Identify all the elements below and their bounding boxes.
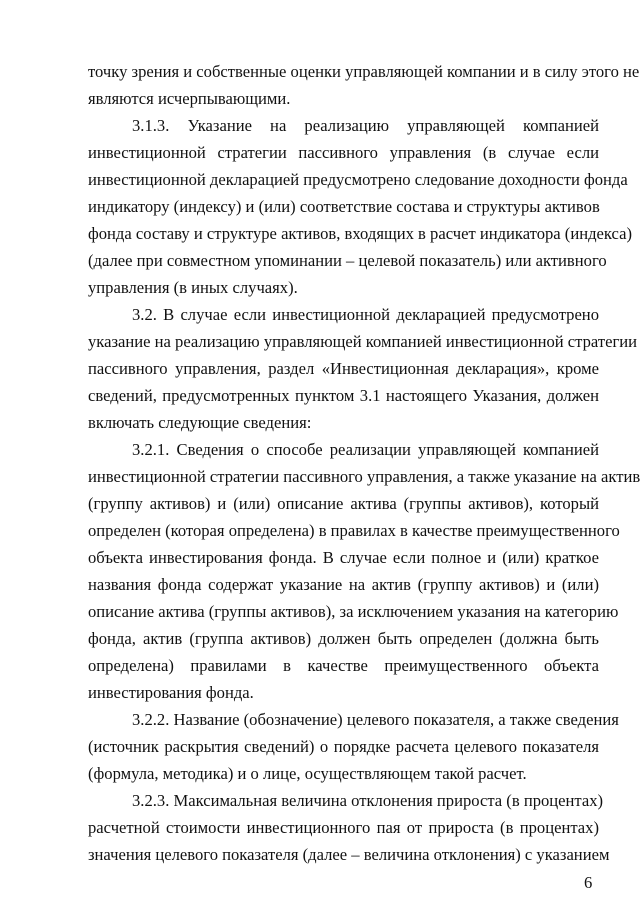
text-line: (далее при совместном упоминании – целевой показатель) или активного [88, 251, 607, 270]
text-line: определена) правилами в качестве преимущественного объекта [88, 656, 599, 675]
text-line: инвестиционной декларацией предусмотрено следование доходности фонда [88, 170, 628, 189]
text-line: инвестиционной стратегии пассивного управления, а также указание на актив [88, 467, 640, 486]
text-line: 3.2. В случае если инвестиционной декларацией предусмотрено [132, 305, 599, 324]
paragraph [88, 58, 640, 112]
text-line: точку зрения и собственные оценки управляющей компании и в силу этого не [88, 62, 640, 81]
text-line: (группу активов) и (или) описание актива (группы активов), который [88, 494, 599, 513]
paragraph [88, 787, 610, 868]
text-line: фонда, актив (группа активов) должен быть определен (должна быть [88, 629, 599, 648]
text-line: объекта инвестирования фонда. В случае если полное и (или) краткое [88, 548, 599, 567]
text-line: 3.2.1. Сведения о способе реализации управляющей компанией [132, 440, 599, 459]
paragraph [88, 706, 619, 787]
paragraph [88, 436, 640, 706]
text-line: (источник раскрытия сведений) о порядке расчета целевого показателя [88, 737, 599, 756]
text-line: указание на реализацию управляющей компанией инвестиционной стратегии [88, 332, 638, 351]
page-number: 6 [584, 873, 593, 892]
text-line: управления (в иных случаях). [88, 278, 298, 297]
paragraph [88, 112, 633, 301]
text-line: названия фонда содержат указание на актив (группу активов) и (или) [88, 575, 599, 594]
text-line: инвестиционной стратегии пассивного управления (в случае если [88, 143, 599, 162]
text-line: расчетной стоимости инвестиционного пая от прироста (в процентах) [88, 818, 599, 837]
document-body [88, 58, 640, 868]
text-line: определен (которая определена) в правилах в качестве преимущественного [88, 521, 620, 540]
text-line: 3.1.3. Указание на реализацию управляющей компанией [132, 116, 599, 135]
text-line: 3.2.3. Максимальная величина отклонения прироста (в процентах) [132, 791, 604, 810]
text-line: значения целевого показателя (далее – величина отклонения) с указанием [88, 845, 610, 864]
text-line: 3.2.2. Название (обозначение) целевого показателя, а также сведения [132, 710, 619, 729]
text-line: описание актива (группы активов), за исключением указания на категорию [88, 602, 619, 621]
paragraph [88, 301, 638, 436]
text-line: инвестирования фонда. [88, 683, 254, 702]
text-line: пассивного управления, раздел «Инвестиционная декларация», кроме [88, 359, 599, 378]
text-line: фонда составу и структуре активов, входящих в расчет индикатора (индекса) [88, 224, 633, 243]
text-line: являются исчерпывающими. [88, 89, 291, 108]
text-line: индикатору (индексу) и (или) соответствие состава и структуры активов [88, 197, 600, 216]
text-line: (формула, методика) и о лице, осуществляющем такой расчет. [88, 764, 527, 783]
text-line: сведений, предусмотренных пунктом 3.1 настоящего Указания, должен [88, 386, 599, 405]
text-line: включать следующие сведения: [88, 413, 312, 432]
